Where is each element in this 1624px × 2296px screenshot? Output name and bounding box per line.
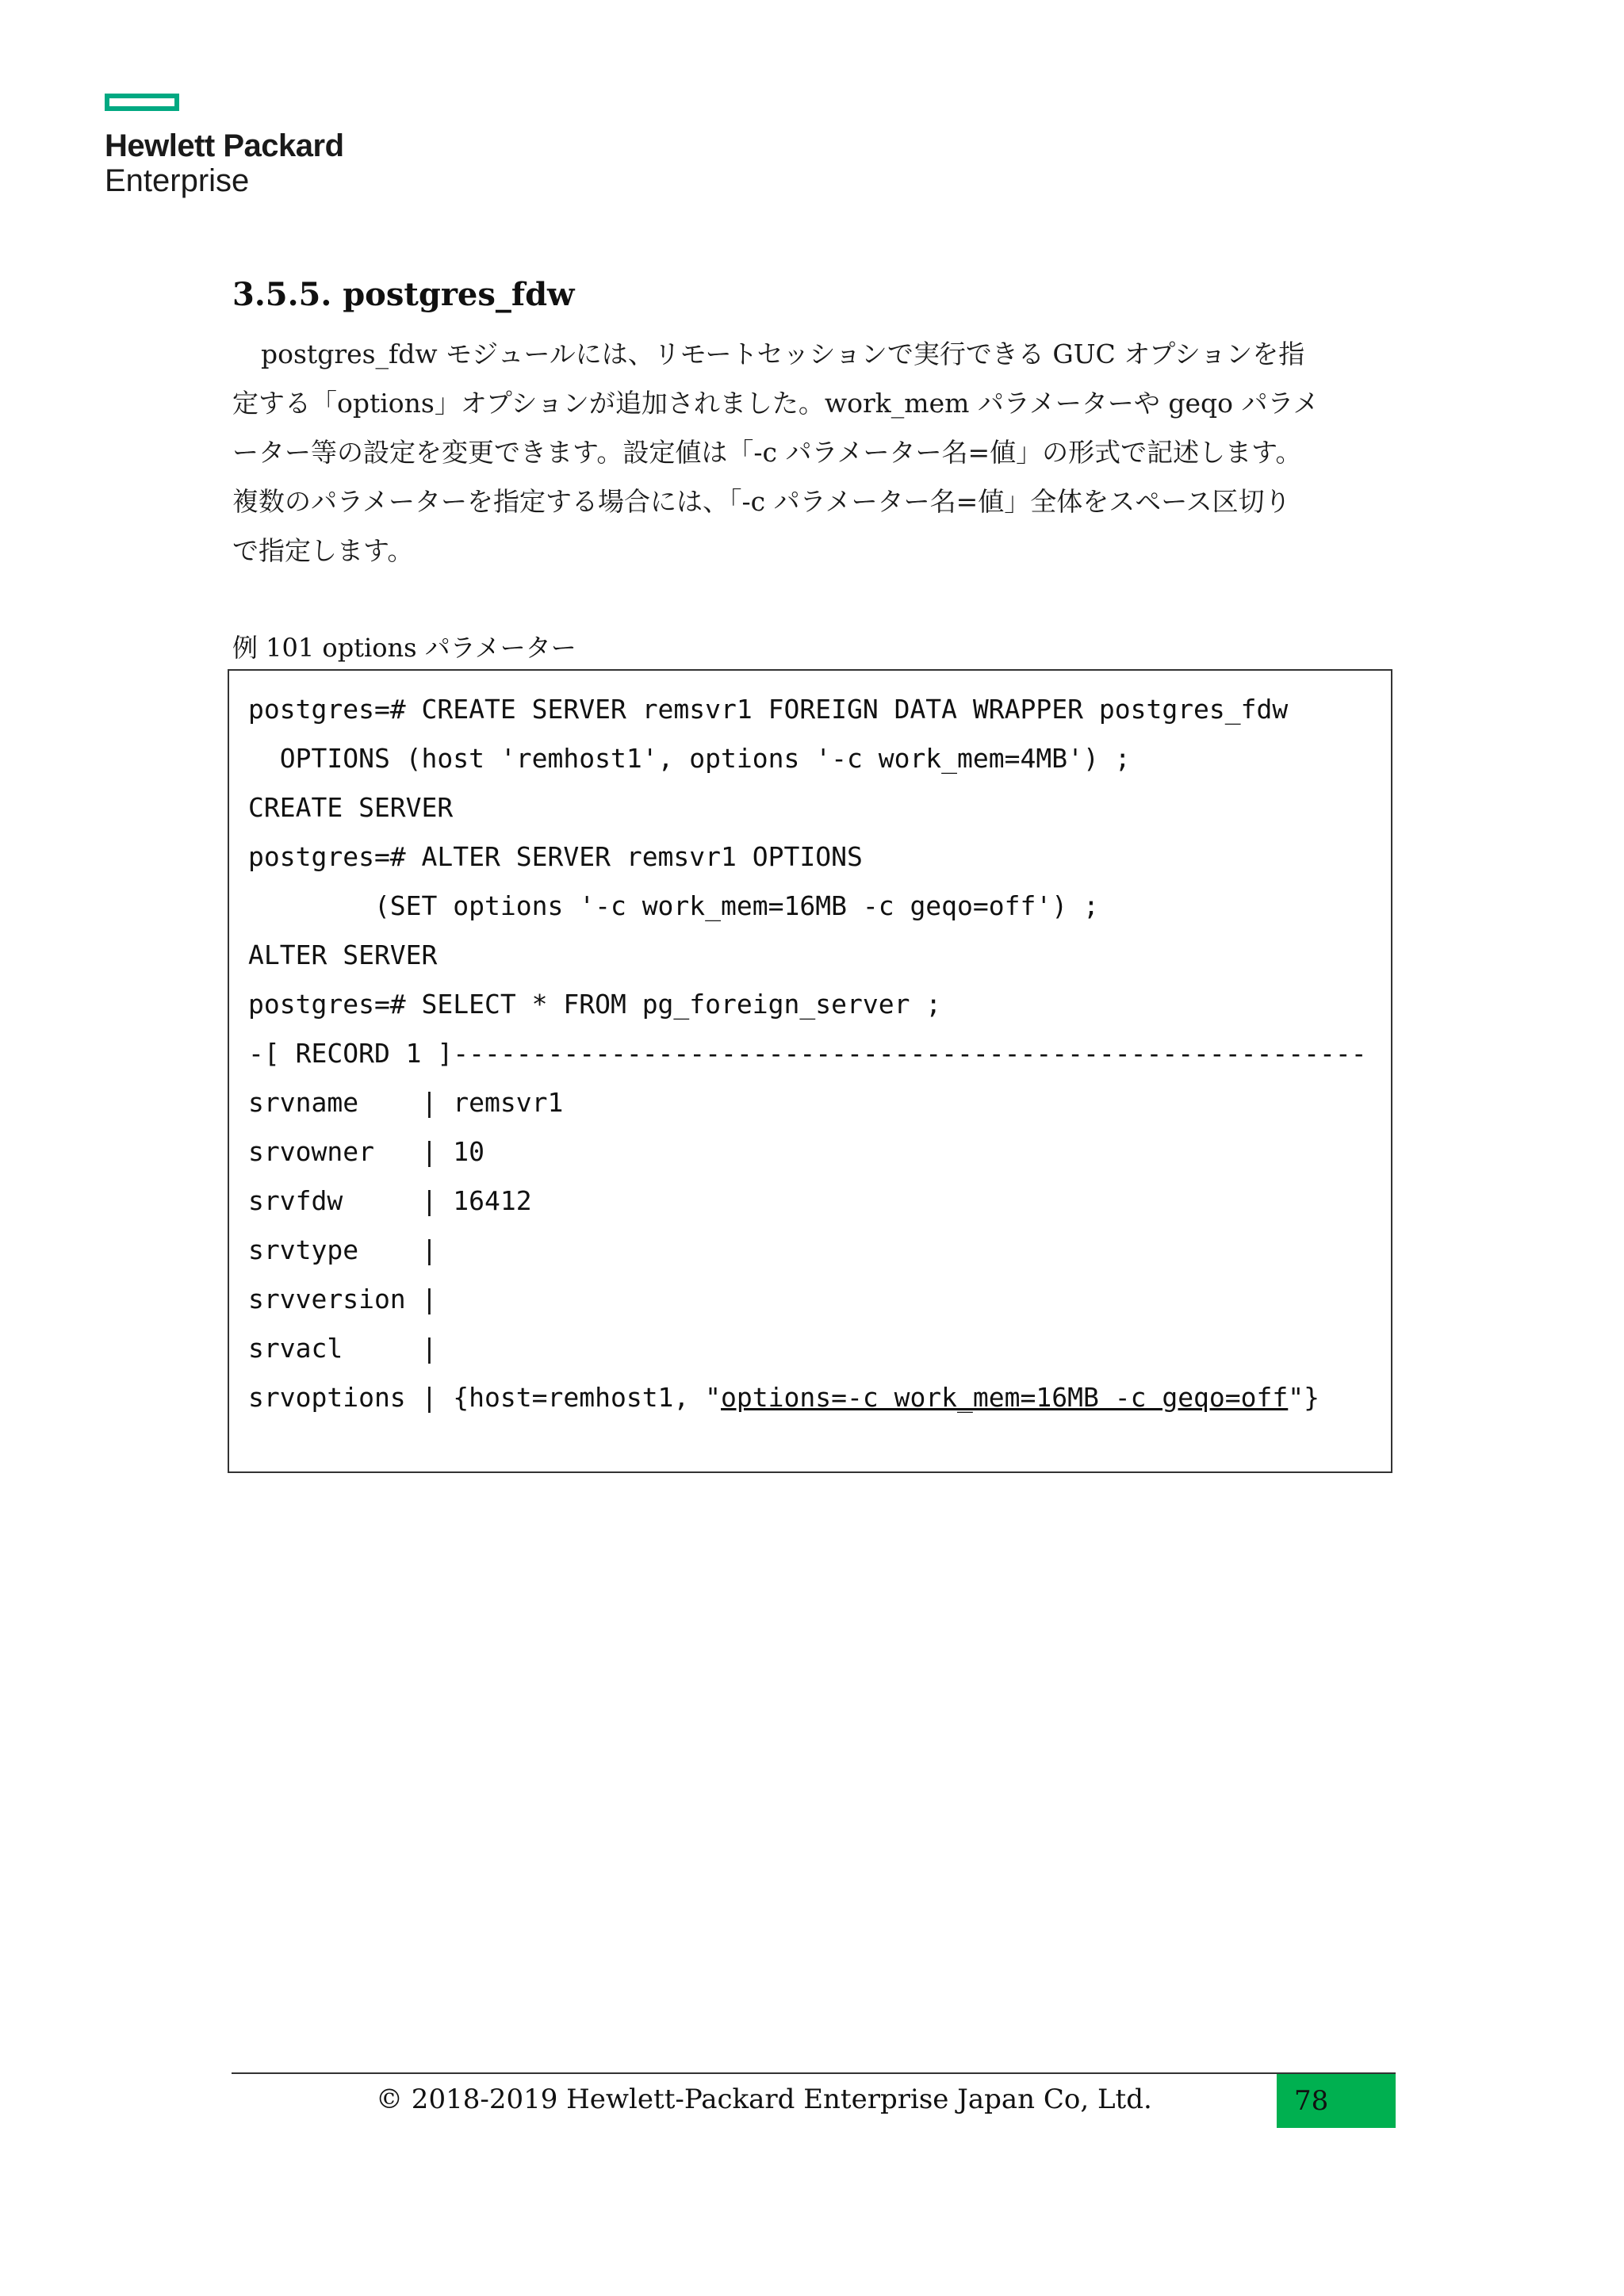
code-line: (SET options '-c work_mem=16MB -c geqo=off') ;	[248, 890, 1099, 921]
paragraph-line: 定する「options」オプションが追加されました。work_mem パラメーターや geqo パラメ	[232, 388, 1320, 419]
code-line: CREATE SERVER	[248, 792, 454, 823]
paragraph-line: 複数のパラメーターを指定する場合には、「-c パラメーター名=値」全体をスペース区切り	[232, 486, 1291, 517]
code-line: postgres=# CREATE SERVER remsvr1 FOREIGN DATA WRAPPER postgres_fdw	[248, 694, 1289, 725]
footer-divider	[232, 2072, 1396, 2074]
code-line: srvname | remsvr1	[248, 1087, 564, 1118]
hpe-logo-mark	[105, 94, 179, 111]
page-number-badge: 78	[1277, 2074, 1396, 2128]
code-line: postgres=# SELECT * FROM pg_foreign_server ;	[248, 989, 942, 1020]
body-paragraph	[232, 330, 1396, 576]
paragraph-line: で指定します。	[232, 535, 414, 566]
code-line: ALTER SERVER	[248, 939, 438, 970]
example-caption: 例 101 options パラメーター	[232, 633, 576, 663]
code-line: srvtype |	[248, 1234, 438, 1265]
logo-text-line2: Enterprise	[105, 163, 250, 198]
code-text-underlined: options=-c work_mem=16MB -c geqo=off	[721, 1382, 1289, 1413]
code-line: -[ RECORD 1 ]----------------------------------------------------------	[248, 1038, 1367, 1069]
code-line: postgres=# ALTER SERVER remsvr1 OPTIONS	[248, 841, 863, 872]
code-text: srvoptions | {host=remhost1, "	[248, 1382, 722, 1413]
code-line-srvoptions	[248, 1373, 1367, 1422]
code-line: srvversion |	[248, 1284, 438, 1314]
code-line: srvfdw | 16412	[248, 1185, 532, 1216]
footer-copyright: © 2018-2019 Hewlett-Packard Enterprise Japan Co, Ltd.	[376, 2084, 1152, 2115]
paragraph-line: postgres_fdw モジュールには、リモートセッションで実行できる GUC オプションを指	[261, 339, 1305, 369]
hpe-logo	[105, 94, 344, 198]
code-block	[248, 685, 1367, 1422]
section-title: 3.5.5. postgres_fdw	[232, 276, 575, 313]
code-line: srvacl |	[248, 1333, 438, 1364]
code-text: "}	[1288, 1382, 1320, 1413]
code-line: OPTIONS (host 'remhost1', options '-c work_mem=4MB') ;	[248, 743, 1131, 774]
paragraph-line: ーター等の設定を変更できます。設定値は「-c パラメーター名=値」の形式で記述します。	[232, 437, 1302, 468]
code-line: srvowner | 10	[248, 1136, 485, 1167]
code-example-box	[228, 669, 1392, 1473]
logo-text-line1: Hewlett Packard	[105, 128, 344, 163]
